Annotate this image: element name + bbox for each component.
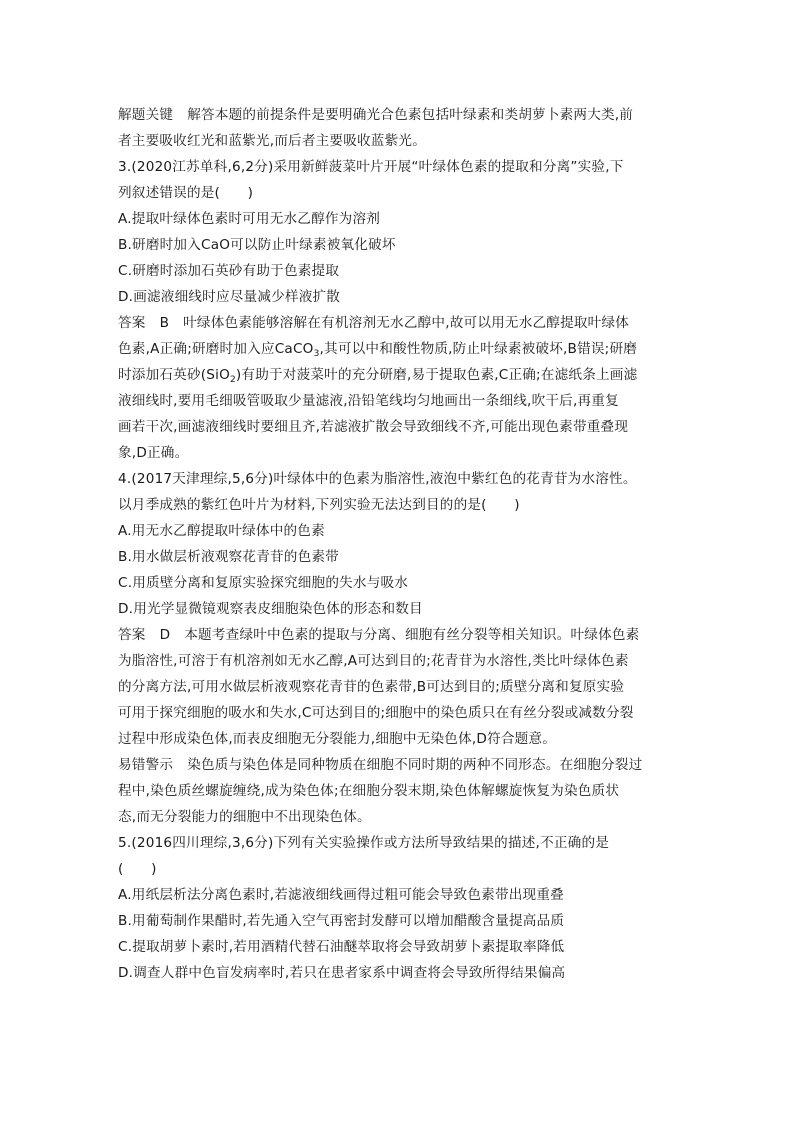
- question-5-stem: 5.(2016四川理综,3,6分)下列有关实验操作或方法所导致结果的描述,不正确的是: [118, 835, 610, 851]
- warning-line: [118, 752, 678, 778]
- question-3-stem: 3.(2020江苏单科,6,2分)采用新鲜菠菜叶片开展“叶绿体色素的提取和分离”实验,下: [118, 159, 624, 175]
- question-4-option-b: B.用水做层析液观察花青苷的色素带: [118, 549, 339, 565]
- question-3-option-a: A.提取叶绿体色素时可用无水乙醇作为溶剂: [118, 211, 381, 227]
- question-4-stem: 以月季成熟的紫红色叶片为材料,下列实验无法达到目的的是( ): [118, 497, 520, 513]
- question-3-option-b: B.研磨时加入CaO可以防止叶绿素被氧化破坏: [118, 237, 396, 253]
- document-page: [118, 102, 678, 986]
- question-3-stem: 列叙述错误的是( ): [118, 185, 254, 201]
- explanation-line: 画若干次,画滤液细线时要细且齐,若滤液扩散会导致细线不齐,可能出现色素带重叠现: [118, 419, 629, 435]
- tip-text: 解答本题的前提条件是要明确光合色素包括叶绿素和类胡萝卜素两大类,前: [187, 107, 634, 123]
- tip-line: [118, 102, 678, 128]
- warning-line: 态,而无分裂能力的细胞中不出现染色体。: [118, 809, 371, 825]
- question-3-option-c: C.研磨时添加石英砂有助于色素提取: [118, 263, 340, 279]
- explanation-text: 色素,A正确;研磨时加入应CaCO: [118, 341, 314, 357]
- question-4-stem: 4.(2017天津理综,5,6分)叶绿体中的色素为脂溶性,液泡中紫红色的花青苷为水溶性。: [118, 471, 637, 487]
- answer-letter: D: [159, 627, 171, 643]
- explanation-line: [118, 362, 678, 388]
- question-3-answer: [118, 310, 678, 336]
- tip-line: 者主要吸收红光和蓝紫光,而后者主要吸收蓝紫光。: [118, 133, 426, 149]
- explanation-line: 可用于探究细胞的吸水和失水,C可达到目的;细胞中的染色质只在有丝分裂或减数分裂: [118, 705, 634, 721]
- question-5-stem: ( ): [118, 861, 157, 877]
- explanation-line: 过程中形成染色体,而表皮细胞无分裂能力,细胞中无染色体,D符合题意。: [118, 731, 557, 747]
- question-5-option-c: C.提取胡萝卜素时,若用酒精代替石油醚萃取将会导致胡萝卜素提取率降低: [118, 939, 565, 955]
- warning-text: 染色质与染色体是同种物质在细胞不同时期的两种不同形态。在细胞分裂过: [187, 757, 643, 773]
- tip-label: 解题关键: [118, 107, 174, 123]
- question-3-option-d: D.画滤液细线时应尽量减少样液扩散: [118, 289, 341, 305]
- subscript: 2: [229, 375, 236, 385]
- question-4-option-a: A.用无水乙醇提取叶绿体中的色素: [118, 523, 325, 539]
- explanation-line: 的分离方法,可用水做层析液观察花青苷的色素带,B可达到目的;质壁分离和复原实验: [118, 679, 625, 695]
- answer-label: 答案: [118, 315, 146, 331]
- warning-line: 程中,染色质丝螺旋缠绕,成为染色体;在细胞分裂末期,染色体解螺旋恢复为染色质状: [118, 783, 620, 799]
- question-4-answer: [118, 622, 678, 648]
- question-5-option-a: A.用纸层析法分离色素时,若滤液细线画得过粗可能会导致色素带出现重叠: [118, 887, 564, 903]
- answer-label: 答案: [118, 627, 146, 643]
- explanation-text: 本题考查绿叶中色素的提取与分离、细胞有丝分裂等相关知识。叶绿体色素: [184, 627, 640, 643]
- explanation-line: 为脂溶性,可溶于有机溶剂如无水乙醇,A可达到目的;花青苷为水溶性,类比叶绿体色素: [118, 653, 629, 669]
- explanation-text: )有助于对菠菜叶的充分研磨,易于提取色素,C正确;在滤纸条上画滤: [235, 367, 638, 383]
- warning-label: 易错警示: [118, 757, 174, 773]
- explanation-line: [118, 336, 678, 362]
- question-4-option-d: D.用光学显微镜观察表皮细胞染色体的形态和数目: [118, 601, 423, 617]
- question-4-option-c: C.用质壁分离和复原实验探究细胞的失水与吸水: [118, 575, 409, 591]
- explanation-line: 象,D正确。: [118, 445, 189, 461]
- question-5-option-b: B.用葡萄制作果醋时,若先通入空气再密封发酵可以增加醋酸含量提高品质: [118, 913, 565, 929]
- subscript: 3: [313, 349, 320, 359]
- question-5-option-d: D.调查人群中色盲发病率时,若只在患者家系中调查将会导致所得结果偏高: [118, 965, 566, 981]
- answer-letter: B: [159, 315, 170, 331]
- explanation-text: ,其可以中和酸性物质,防止叶绿素被破坏,B错误;研磨: [319, 341, 638, 357]
- explanation-text: 叶绿体色素能够溶解在有机溶剂无水乙醇中,故可以用无水乙醇提取叶绿体: [183, 315, 630, 331]
- explanation-text: 时添加石英砂(SiO: [118, 367, 230, 383]
- explanation-line: 液细线时,要用毛细吸管吸取少量滤液,沿铅笔线均匀地画出一条细线,吹干后,再重复: [118, 393, 619, 409]
